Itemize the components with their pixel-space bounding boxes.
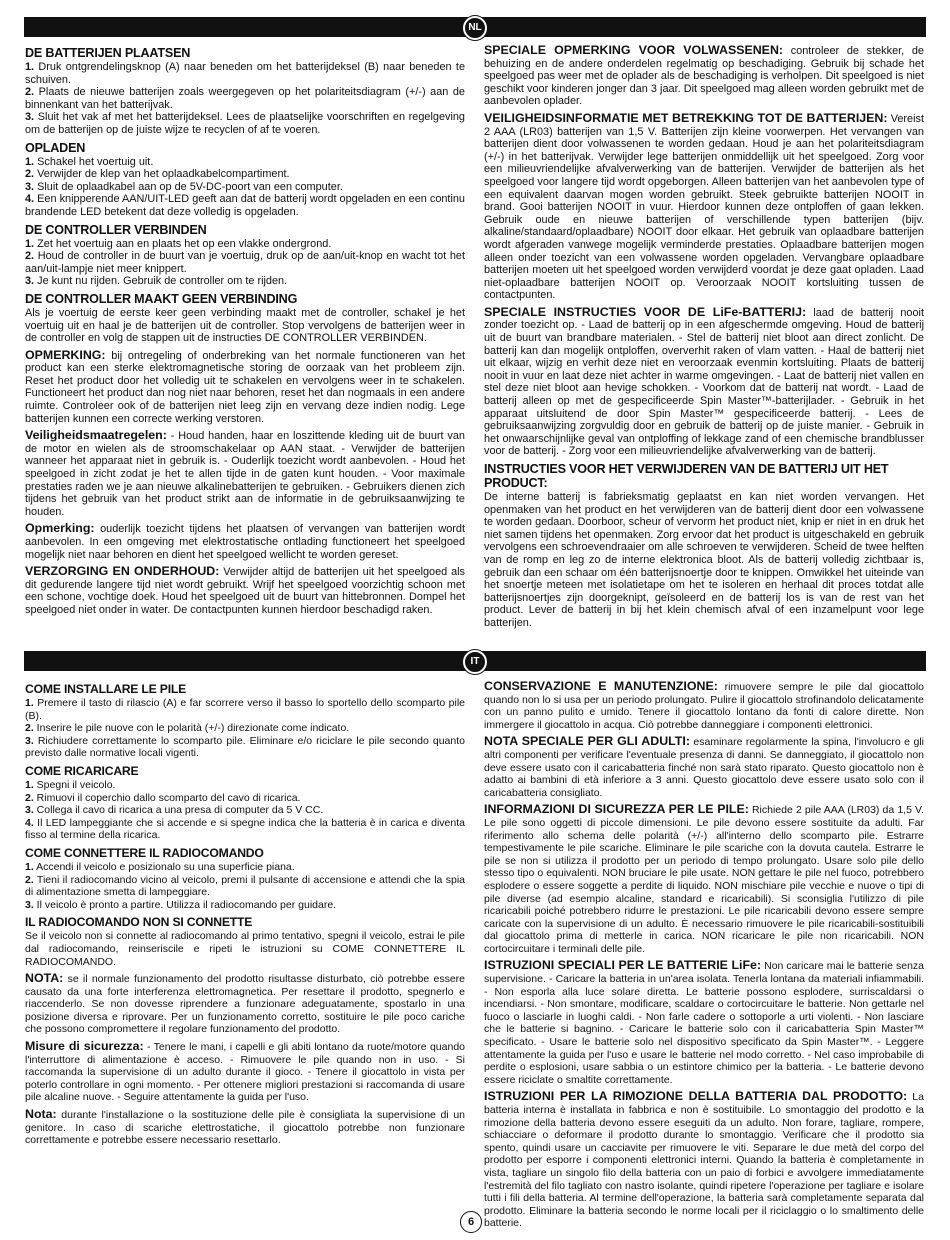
- section-heading: DE BATTERIJEN PLAATSEN: [25, 46, 191, 60]
- list-item: [25, 817, 465, 842]
- list-item: [25, 874, 465, 899]
- section-body: [484, 803, 924, 955]
- step-number: 2.: [25, 873, 34, 886]
- section-body: [25, 1040, 465, 1104]
- nl-left-column: [25, 44, 465, 644]
- language-badge-it: IT: [463, 650, 487, 674]
- list-item: [25, 238, 465, 251]
- section: [484, 462, 924, 630]
- step-number: 1.: [25, 61, 35, 73]
- section-body: [484, 306, 924, 458]
- section-text: controleer de stekker, de behuizing en de andere onderdelen regelmatig op beschadiging. Gebruik bij schade het speelgoed pas weer met de oplader als de beschadiging is verholpen. Dit speelgoed is niet geschikt voor kinderen jonger dan 3 jaar. Dit speelgoed mag alleen worden gebruikt met de aanbevolen oplader.: [484, 45, 924, 108]
- step-text: Collega il cavo di ricarica a una presa di computer da 5 V CC.: [33, 804, 324, 817]
- section-heading: NOTA:: [25, 971, 64, 986]
- section-text: - Tenere le mani, i capelli e gli abiti lontano da ruote/motore quando l'interruttore di alimentazione è acceso. - Rimuovere le pile quando non in uso. - Si raccomanda la supervisione di un adulto durante il gioco. - Tenere il giocattolo in vista per poterlo controllare in ogni momento. - Per ottenere migliori prestazioni si raccomanda di usare pile alcaline nuove. - Seguire attentamente la guida per l'uso.: [25, 1041, 465, 1104]
- step-number: 3.: [25, 111, 35, 124]
- section-heading: Veiligheidsmaatregelen:: [25, 428, 167, 443]
- section-text: Vereist 2 AAA (LR03) batterijen van 1,5 V. Batterijen zijn kleine voorwerpen. Het vervangen van batterijen dient door volwassenen te worden gedaan. Houd je aan het polariteitsdiagram (+/-) in het batterijvak. Verwijder lege batterijen onmiddellijk uit het speelgoed. Zorg voor een milieuvriendelijke afvalverwerking van de batterijen. Verwijder de batterijen als het speelgoed voor langere tijd wordt opgeborgen. Alleen batterijen van het aanbevolen type of een equivalent daarvan mogen worden gebruikt. Steek gebruikte batterijen NOOIT in brand. Gooi batterijen NOOIT in vuur. Hierdoor kunnen deze ontploffen of gaan lekken. Gebruik oude en nieuwe batterijen of verschillende typen batterijen (bijv. alkaline/standaard/oplaadbare) NOOIT door elkaar. Het gebruik van oplaadbare batterijen wordt afgeraden vanwege mogelijk verminderde prestaties. Oplaadbare batterijen mogen alleen onder toezicht van een volwassene worden opgeladen. Vervangbare oplaadbare batterijen moeten uit het speelgoed worden verwijderd voordat je deze gaat opladen. Laad niet-oplaadbare batterijen NOOIT op. Veroorzaak NOOIT kortsluiting tussen de contactpunten.: [484, 112, 924, 302]
- section: [484, 959, 924, 1086]
- list-item: [25, 861, 465, 874]
- section-text: durante l'installazione o la sostituzione delle pile è consigliata la supervisione di un genitore. In caso di scariche elettrostatiche, il giocattolo potrebbe non funzionare correttamente e potrebbe essere necessario resettarlo.: [25, 1109, 465, 1147]
- step-number: 2.: [25, 722, 34, 735]
- list-item: [25, 181, 465, 194]
- section-heading: VEILIGHEIDSINFORMATIE MET BETREKKING TOT DE BATTERIJEN:: [484, 110, 888, 125]
- step-text: Richiudere correttamente lo scomparto pile. Eliminare e/o riciclare le pile secondo quanto previsto dalle normative locali vigenti.: [25, 734, 465, 760]
- section-body: [25, 697, 465, 760]
- it-left-column: [25, 680, 465, 1185]
- step-text: Sluit de oplaadkabel aan op de 5V-DC-poort van een computer.: [34, 180, 343, 193]
- step-text: Een knipperende AAN/UIT-LED geeft aan dat de batterij wordt opgeladen en een continu brandende LED betekent dat deze volledig is opgeladen.: [25, 193, 465, 218]
- section-body: [25, 238, 465, 288]
- section-text: rimuovere sempre le pile dal giocattolo quando non lo si usa per un periodo prolungato. Pulire il giocattolo strofinandolo delicatamente con un panno pulito e umido. Tenere il giocattolo lontano da fonti di calore dirette. Non immergere il giocattolo in acqua. Ciò potrebbe danneggiare i componenti elettronici.: [484, 681, 924, 731]
- section: [25, 349, 465, 426]
- section-body: [25, 1108, 465, 1147]
- section-heading: DE CONTROLLER MAAKT GEEN VERBINDING: [25, 291, 298, 306]
- section-text: Non caricare mai le batterie senza supervisione. - Caricare la batteria in un'area isolata. Tenerla lontana da materiali infiammabili. - Non esporla alla luce solare diretta. Le batterie possono esplodere, surriscaldarsi o incendiarsi. - Non smontare, modificare, scaldare o cortocircuitare le batterie. Non gettarle nel fuoco o lasciarle in luoghi caldi. - Non farle cadere o sottoporle a urti violenti. - Non lasciare che le batterie si bagnino. - Caricare le batterie solo con il caricabatteria Spin Master™ specificato. - Usare le batterie solo nel dispositivo specificato da Spin Master™. - Leggere attentamente la guida per l'uso e usare le batterie nel modo corretto. - Nel caso improbabile di perdite o esplosioni, usare sabbia o un estintore chimico per la batteria. - Le batterie devono essere riciclate o smaltite correttamente.: [484, 960, 924, 1086]
- section-heading: COME CONNETTERE IL RADIOCOMANDO: [25, 845, 264, 860]
- step-number: 1.: [25, 697, 34, 709]
- section: [25, 915, 465, 968]
- section-heading: SPECIALE OPMERKING VOOR VOLWASSENEN:: [484, 43, 784, 57]
- section-body: [25, 522, 465, 561]
- section: [25, 764, 465, 842]
- step-text: Zet het voertuig aan en plaats het op een vlakke ondergrond.: [34, 237, 332, 250]
- section-body: [25, 61, 465, 137]
- section: [25, 972, 465, 1036]
- section: [484, 803, 924, 955]
- step-number: 4.: [25, 816, 34, 829]
- step-text: Spegni il veicolo.: [33, 778, 116, 791]
- it-right-column: [484, 679, 924, 1230]
- step-number: 1.: [25, 237, 35, 250]
- section: [25, 141, 465, 219]
- section-text: Verwijder altijd de batterijen uit het speelgoed als dit gedurende langere tijd niet wordt gebruikt. Wrijf het speelgoed voorzichtig schoon met een schone, vochtige doek. Houd het speelgoed uit de buurt van hittebronnen. Dompel het speelgoed niet onder in water. De contactpunten kunnen hierdoor beschadigd raken.: [25, 566, 465, 616]
- step-number: 3.: [25, 804, 34, 817]
- step-number: 3.: [25, 275, 35, 288]
- section-body: [25, 565, 465, 616]
- section-body: [25, 429, 465, 518]
- list-item: [25, 86, 465, 111]
- list-item: [25, 899, 465, 912]
- section: [25, 846, 465, 911]
- section-text: laad de batterij nooit zonder toezicht op. - Laad de batterij op in een afgeschermde omgeving. Houd de batterij uit de buurt van brandbare materialen. - Stel de batterij niet bloot aan direct zonlicht. De batterij kan dan mogelijk ontploffen, oververhit raken of vlam vatten. - Haal de batterij niet uit elkaar, wijzig en verhit deze niet en veroorzaak evenmin kortsluiting. Plaats de batterij nooit in vuur en laat deze niet achter in warme omgevingen. - Laat de batterij niet vallen en stel deze niet bloot aan hevige schokken. - Voorkom dat de batterij nat wordt. - Laad de batterij alleen op met de gespecificeerde Spin Master™-batterijlader. - Gebruik in het apparaat uitsluitend de door Spin Master™ gespecificeerde batterij. - Lees de gebruiksaanwijzing zorgvuldig door en gebruik de batterij op de juiste manier. - Gebruik in het onwaarschijnlijke geval van ontploffing of lekkage zand of een chemische brandblusser voor de batterij. - Zorg voor een milieuvriendelijke afvalverwerking van de batterij.: [484, 306, 924, 458]
- section-heading: CONSERVAZIONE E MANUTENZIONE:: [484, 679, 718, 693]
- step-text: Sluit het vak af met het batterijdeksel. Lees de plaatselijke voorschriften en regelgeving om de batterijen op de juiste wijze te recyclen of af te voeren.: [25, 111, 465, 136]
- section-body: [484, 735, 924, 799]
- section-heading: Misure di sicurezza:: [25, 1039, 144, 1054]
- list-item: [25, 722, 465, 735]
- section-body: [25, 779, 465, 842]
- section-heading: IL RADIOCOMANDO NON SI CONNETTE: [25, 915, 253, 930]
- list-item: [25, 250, 465, 275]
- section-heading: OPLADEN: [25, 140, 86, 155]
- section: [25, 682, 465, 760]
- list-item: [25, 168, 465, 181]
- list-item: [25, 156, 465, 169]
- section-text: Richiede 2 pile AAA (LR03) da 1,5 V. Le pile sono oggetti di piccole dimensioni. Le pile devono essere sostituite da adulti. Far riferimento allo schema delle polarità (+/-) all'interno dello scomparto pile. Estrarre tempestivamente le pile scariche. Eliminare le pile scariche con la dovuta cautela. Estrarre le pile se non si utilizza il prodotto per un periodo di tempo prolungato. Usare solo pile dello stesso tipo o equivalenti. NON bruciare le pile usate. NON gettare le pile nel fuoco, potrebbero esplodere o essere soggette a perdite di liquido. NON mischiare pile vecchie e nuove o tipi di pile diverse (ad esempio alcaline, standard e ricaricabili). Si sconsiglia l'utilizzo di pile ricaricabili poiché potrebbero ridurre le prestazioni. Le pile ricaricabili devono essere sempre caricate con la supervisione di un adulto. È necessario rimuovere le pile ricaricabili-sostituibili dal giocattolo prima di metterle in carica. NON ricaricare le pile non ricaricabili. NON cortocircuitare i terminali delle pile.: [484, 804, 924, 955]
- section-body: [484, 680, 924, 731]
- list-item: [25, 61, 465, 86]
- section-text: ouderlijk toezicht tijdens het plaatsen of vervangen van batterijen wordt aanbevolen. In een omgeving met elektrostatische ontlading functioneert het speelgoed mogelijk niet naar behoren en dient het speelgoed wellicht te worden gereset.: [25, 523, 465, 561]
- list-item: [25, 735, 465, 760]
- step-number: 1.: [25, 778, 34, 791]
- step-text: Tieni il radiocomando vicino al veicolo, premi il pulsante di accensione e attendi che la spia di alimentazione smetta di lampeggiare.: [25, 873, 465, 899]
- step-text: Schakel het voertuig uit.: [34, 155, 154, 168]
- section: [25, 522, 465, 561]
- section: [25, 292, 465, 345]
- list-item: [25, 779, 465, 792]
- step-text: Verwijder de klep van het oplaadkabelcompartiment.: [34, 168, 290, 181]
- section: [25, 429, 465, 518]
- section: [25, 1040, 465, 1104]
- step-text: Premere il tasto di rilascio (A) e far scorrere verso il basso lo sportello dello scomparto pile (B).: [25, 697, 465, 722]
- step-text: Il veicolo è pronto a partire. Utilizza il radiocomando per guidare.: [33, 898, 337, 911]
- section-body: Als je voertuig de eerste keer geen verbinding maakt met de controller, schakel je het voertuig uit en haal je de batterijen uit de controller. Stop vervolgens de batterijen weer in de controller en volg de stappen uit de instructies DE CONTROLLER VERBINDEN.: [25, 306, 465, 345]
- section-body: [25, 349, 465, 426]
- section-body: [25, 972, 465, 1036]
- section-heading: COME INSTALLARE LE PILE: [25, 682, 187, 696]
- section: [484, 1090, 924, 1230]
- nl-right-column: [484, 44, 924, 644]
- list-item: [25, 697, 465, 722]
- step-number: 3.: [25, 734, 34, 747]
- language-bar-it: [24, 651, 926, 671]
- section: [25, 46, 465, 137]
- section-heading: ISTRUZIONI PER LA RIMOZIONE DELLA BATTERIA DAL PRODOTTO:: [484, 1089, 908, 1104]
- step-text: Il LED lampeggiante che si accende e si spegne indica che la batteria è in carica e diventa fisso al termine della ricarica.: [25, 816, 465, 842]
- step-text: Plaats de nieuwe batterijen zoals weergegeven op het polariteitsdiagram (+/-) aan de binnenkant van het batterijvak.: [25, 86, 465, 111]
- section-heading: VERZORGING EN ONDERHOUD:: [25, 564, 220, 579]
- step-text: Accendi il veicolo e posizionalo su una superficie piana.: [33, 860, 295, 873]
- step-text: Rimuovi il coperchio dallo scomparto del cavo di ricarica.: [33, 791, 301, 804]
- section-heading: Opmerking:: [25, 521, 95, 536]
- section: [484, 44, 924, 108]
- section-heading: INFORMAZIONI DI SICUREZZA PER LE PILE:: [484, 802, 749, 817]
- section-text: se il normale funzionamento del prodotto risultasse disturbato, ciò potrebbe essere causato da una forte interferenza elettromagnetica. Per resettare il prodotto, spegnerlo e riaccenderlo. Se non dovesse riprendere a funzionare adeguatamente, spostarlo in una posizione diversa e riprovare. Per un funzionamento corretto, sostituire le pile poco cariche che possono compromettere il regolare funzionamento del prodotto.: [25, 973, 465, 1036]
- section: [25, 223, 465, 288]
- section-body: [25, 861, 465, 911]
- section-body: [25, 156, 465, 219]
- list-item: [25, 111, 465, 136]
- step-number: 2.: [25, 791, 34, 804]
- step-text: Houd de controller in de buurt van je voertuig, druk op de aan/uit-knop en wacht tot het aan/uit-lampje niet meer knippert.: [25, 250, 465, 275]
- section-body: [484, 959, 924, 1086]
- page-number: 6: [460, 1211, 482, 1233]
- step-number: 3.: [25, 898, 34, 911]
- section-heading: OPMERKING:: [25, 347, 106, 362]
- section-text: La batteria interna è installata in fabbrica e non è sostituibile. Lo smontaggio del prodotto e la rimozione della batteria devono essere eseguiti da un adulto. Non forare, tagliare, rompere, schiacciare o deformare il prodotto durante lo smontaggio. Verificare che il prodotto sia spento, quindi usare un cacciavite per rimuovere le viti. Separare le due metà del corpo del prodotto per esporre i componenti elettronici interni. Quando la batteria è completamente in vista, tagliare un singolo filo della batteria con un paio di forbici e avvolgere immediatamente l'estremità del filo tagliato con nastro isolante, quindi ripetere l'operazione per tagliare e isolare tutti i fili della batteria. Al termine dell'operazione, la batteria sarà completamente separata dal prodotto. Eliminare la batteria secondo le norme locali per il riciclaggio o lo smaltimento delle batterie.: [484, 1091, 924, 1230]
- section-body: De interne batterij is fabrieksmatig geplaatst en kan niet worden vervangen. Het openmaken van het product en het verwijderen van de batterij dient door een volwassene te worden gedaan. Doorboor, scheur of vervorm het product niet, knip er niet in en druk het niet samen tijdens het openmaken. Zorg ervoor dat het product is uitgeschakeld en gebruik vervolgens een schroevendraaier om alle schroeven te verwijderen. Scheid de twee helften van de romp en leg zo de interne elektronica bloot. Als de batterij volledig zichtbaar is, gebruik dan een schaar om één batterijsnoertje door te knippen. Omwikkel het uiteinde van het snoertje meteen met isolatietape om het te isoleren en herhaal dit proces totdat alle batterijsnoertjes zijn doorgeknipt, geïsoleerd en de batterij los is van de rest van het product. Lever de batterij in bij het klein chemisch afval of een inzamelpunt voor lege batterijen.: [484, 491, 924, 629]
- section: [25, 1108, 465, 1147]
- step-number: 3.: [25, 180, 35, 193]
- section-body: Se il veicolo non si connette al radiocomando al primo tentativo, spegni il veicolo, estrai le pile dal radiocomando, reinseriscile e ripeti le istruzioni su COME CONNETTERE IL RADIOCOMANDO.: [25, 930, 465, 968]
- section-heading: NOTA SPECIALE PER GLI ADULTI:: [484, 734, 690, 749]
- step-number: 4.: [25, 193, 35, 206]
- list-item: [25, 275, 465, 288]
- step-number: 2.: [25, 250, 35, 263]
- section-heading: INSTRUCTIES VOOR HET VERWIJDEREN VAN DE BATTERIJ UIT HET PRODUCT:: [484, 462, 889, 490]
- section-heading: DE CONTROLLER VERBINDEN: [25, 222, 207, 237]
- list-item: [25, 792, 465, 805]
- step-text: Inserire le pile nuove con le polarità (+/-) direzionate come indicato.: [33, 722, 350, 735]
- language-badge-nl: NL: [463, 16, 487, 40]
- section-text: bij ontregeling of onderbreking van het normale functioneren van het product kan een sterke elektromagnetische storing de oorzaak van het probleem zijn. Reset het product door het volledig uit te schakelen en vervolgens weer in te schakelen. Functioneert het product dan nog niet naar behoren, reset het dan nogmaals in een andere ruimte. Controleer ook of de batterijen niet leeg zijn en vervang deze indien nodig. Lege batterijen kunnen een correcte werking verstoren.: [25, 349, 465, 425]
- list-item: [25, 804, 465, 817]
- step-number: 1.: [25, 155, 35, 168]
- section-text: esaminare regolarmente la spina, l'involucro e gli altri componenti per verificare l'eventuale presenza di danni. Se danneggiato, il giocattolo non deve essere usato con il caricabatteria finché non sarà stato riparato. Questo giocattolo non è adatto ai bambini di età inferiore a 3 anni. Questo giocattolo deve essere usato solo con il caricabatteria consigliato.: [484, 736, 924, 799]
- step-number: 2.: [25, 168, 35, 181]
- step-number: 1.: [25, 860, 34, 873]
- section: [484, 306, 924, 458]
- section-body: [484, 1090, 924, 1230]
- section-body: [484, 112, 924, 302]
- list-item: [25, 193, 465, 218]
- section: [484, 112, 924, 302]
- step-text: Je kunt nu rijden. Gebruik de controller om te rijden.: [34, 275, 288, 288]
- section-heading: COME RICARICARE: [25, 763, 139, 778]
- step-text: Druk ontgrendelingsknop (A) naar beneden om het batterijdeksel (B) naar beneden te schuiven.: [25, 61, 465, 86]
- section-body: [484, 44, 924, 108]
- language-bar-nl: [24, 17, 926, 37]
- section-heading: Nota:: [25, 1107, 57, 1122]
- section: [484, 680, 924, 731]
- section: [484, 735, 924, 799]
- section-heading: ISTRUZIONI SPECIALI PER LE BATTERIE LiFe:: [484, 958, 762, 973]
- section: [25, 565, 465, 616]
- section-heading: SPECIALE INSTRUCTIES VOOR DE LiFe-BATTERIJ:: [484, 304, 807, 319]
- step-number: 2.: [25, 86, 35, 99]
- section-text: - Houd handen, haar en loszittende kleding uit de buurt van de motor en wielen als de stroomschakelaar op AAN staat. - Verwijder de batterijen wanneer het apparaat niet in gebruik is. - Ouderlijk toezicht wordt aanbevolen. - Houd het speelgoed in zicht zodat je het te allen tijde in de gaten kunt houden. - Voor maximale prestaties raden we je aan nieuwe alkalinebatterijen te gebruiken. - Gebruikers dienen zich tijdens het gebruik van het product strikt aan de informatie in de gebruiksaanwijzing te houden.: [25, 430, 465, 518]
